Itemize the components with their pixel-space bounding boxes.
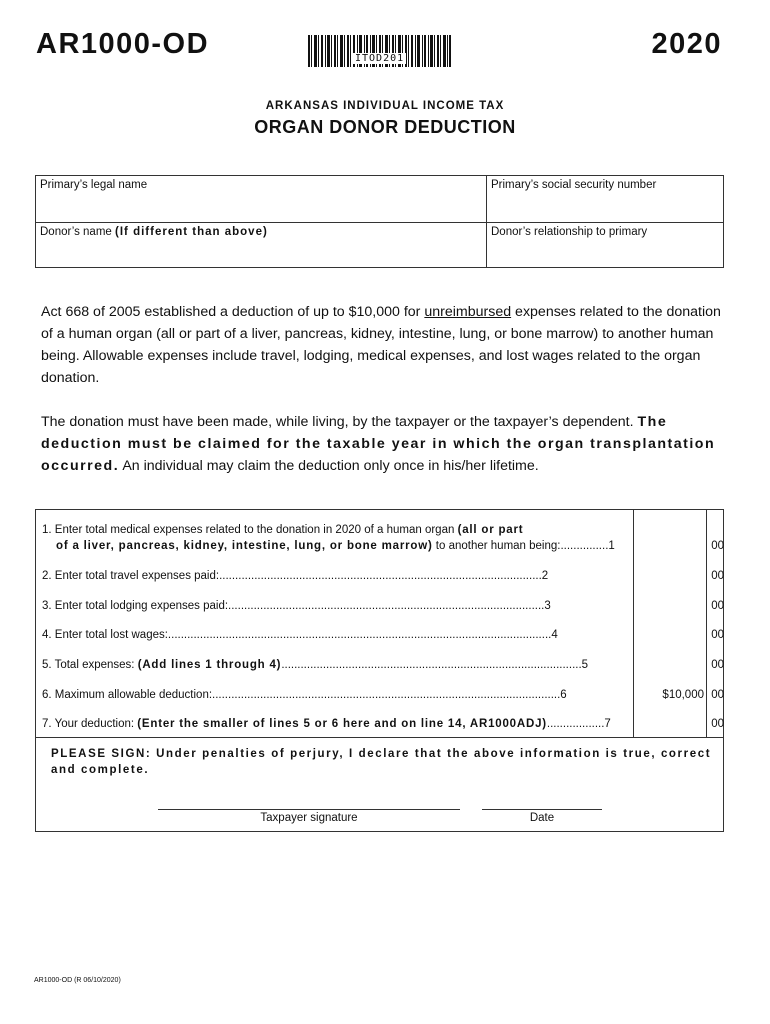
intro-underline: unreimbursed [424, 304, 512, 320]
donor-name-label: Donor’s name [40, 226, 112, 238]
revision-footer: AR1000-OD (R 06/10/2020) [34, 977, 121, 984]
donor-name-note: (If different than above) [115, 226, 268, 238]
intro-text-2: The donation must have been made, while living, by the taxpayer or the taxpayer’s dependent. [41, 414, 638, 430]
line-1-text-cont: of a liver, pancreas, kidney, intestine, lung, or bone marrow) to another human being:...............1 [56, 540, 615, 552]
line-5-text: 5. Total expenses: (Add lines 1 through 4)..............................................................................................5 [42, 659, 589, 671]
intro-text-2-cont: An individual may claim the deduction only once in his/her lifetime. [119, 458, 539, 474]
donor-relationship-field[interactable] [491, 226, 647, 238]
intro-bold-text: The deduction must be claimed for the taxable year in which the organ transplantation occurred. [41, 414, 716, 474]
intro-text-cont: expenses related to the donation of a human organ (all or part of a liver, pancreas, kidney, intestine, lung, or bone marrow) to another human being. Allowable expenses include travel, lodging, medical expenses, and lost wages related to the organ donation. [41, 304, 721, 386]
intro-paragraph-2 [41, 411, 731, 477]
line-2-cents: 00 [711, 570, 724, 582]
primary-ssn-label: Primary’s social security number [491, 179, 657, 191]
line-4-text: 4. Enter total lost wages:........................................................................................................................4 [42, 629, 558, 641]
form-subtitle: ARKANSAS INDIVIDUAL INCOME TAX [265, 100, 505, 112]
line-1-cents: 00 [711, 540, 724, 552]
taxpayer-signature-line[interactable] [158, 809, 460, 810]
intro-paragraph-1 [41, 301, 731, 389]
line-2-text: 2. Enter total travel expenses paid:.....................................................................................................2 [42, 570, 549, 582]
form-title: ORGAN DONOR DEDUCTION [254, 117, 516, 137]
line-4-cents: 00 [711, 629, 724, 641]
line-6-cents: 00 [711, 689, 724, 701]
intro-text: Act 668 of 2005 established a deduction of up to $10,000 for [41, 304, 425, 320]
deduction-lines-box [35, 509, 724, 832]
line-6-text: 6. Maximum allowable deduction:.............................................................................................................6 [42, 689, 567, 701]
date-line[interactable] [482, 809, 602, 810]
primary-name-label: Primary’s legal name [40, 179, 148, 191]
barcode [308, 35, 451, 67]
line-5-cents: 00 [711, 659, 724, 671]
barcode-text: ITOD201 [355, 53, 405, 64]
line-7-text: 7. Your deduction: (Enter the smaller of lines 5 or 6 here and on line 14, AR1000ADJ)..................7 [42, 718, 611, 730]
line-3-cents: 00 [711, 600, 724, 612]
perjury-declaration: PLEASE SIGN: Under penalties of perjury, I declare that the above information is true, correct and complete. [51, 748, 712, 776]
form-number: AR1000-OD [36, 28, 210, 60]
primary-name-field[interactable] [40, 179, 147, 191]
signature-divider [36, 737, 723, 738]
primary-ssn-field[interactable] [491, 179, 656, 191]
line-1-text: 1. Enter total medical expenses related to the donation in 2020 of a human organ (all or part [42, 524, 524, 536]
line-3-text: 3. Enter total lodging expenses paid:...................................................................................................3 [42, 600, 551, 612]
identification-box [35, 175, 724, 268]
donor-relationship-label: Donor’s relationship to primary [491, 226, 648, 238]
date-label: Date [529, 812, 555, 824]
row-divider [36, 222, 723, 223]
donor-name-field[interactable] [40, 226, 268, 238]
taxpayer-signature-label: Taxpayer signature [260, 812, 358, 824]
line-6-amount: $10,000 [662, 689, 704, 701]
line-7-cents: 00 [711, 718, 724, 730]
tax-year: 2020 [651, 28, 722, 60]
